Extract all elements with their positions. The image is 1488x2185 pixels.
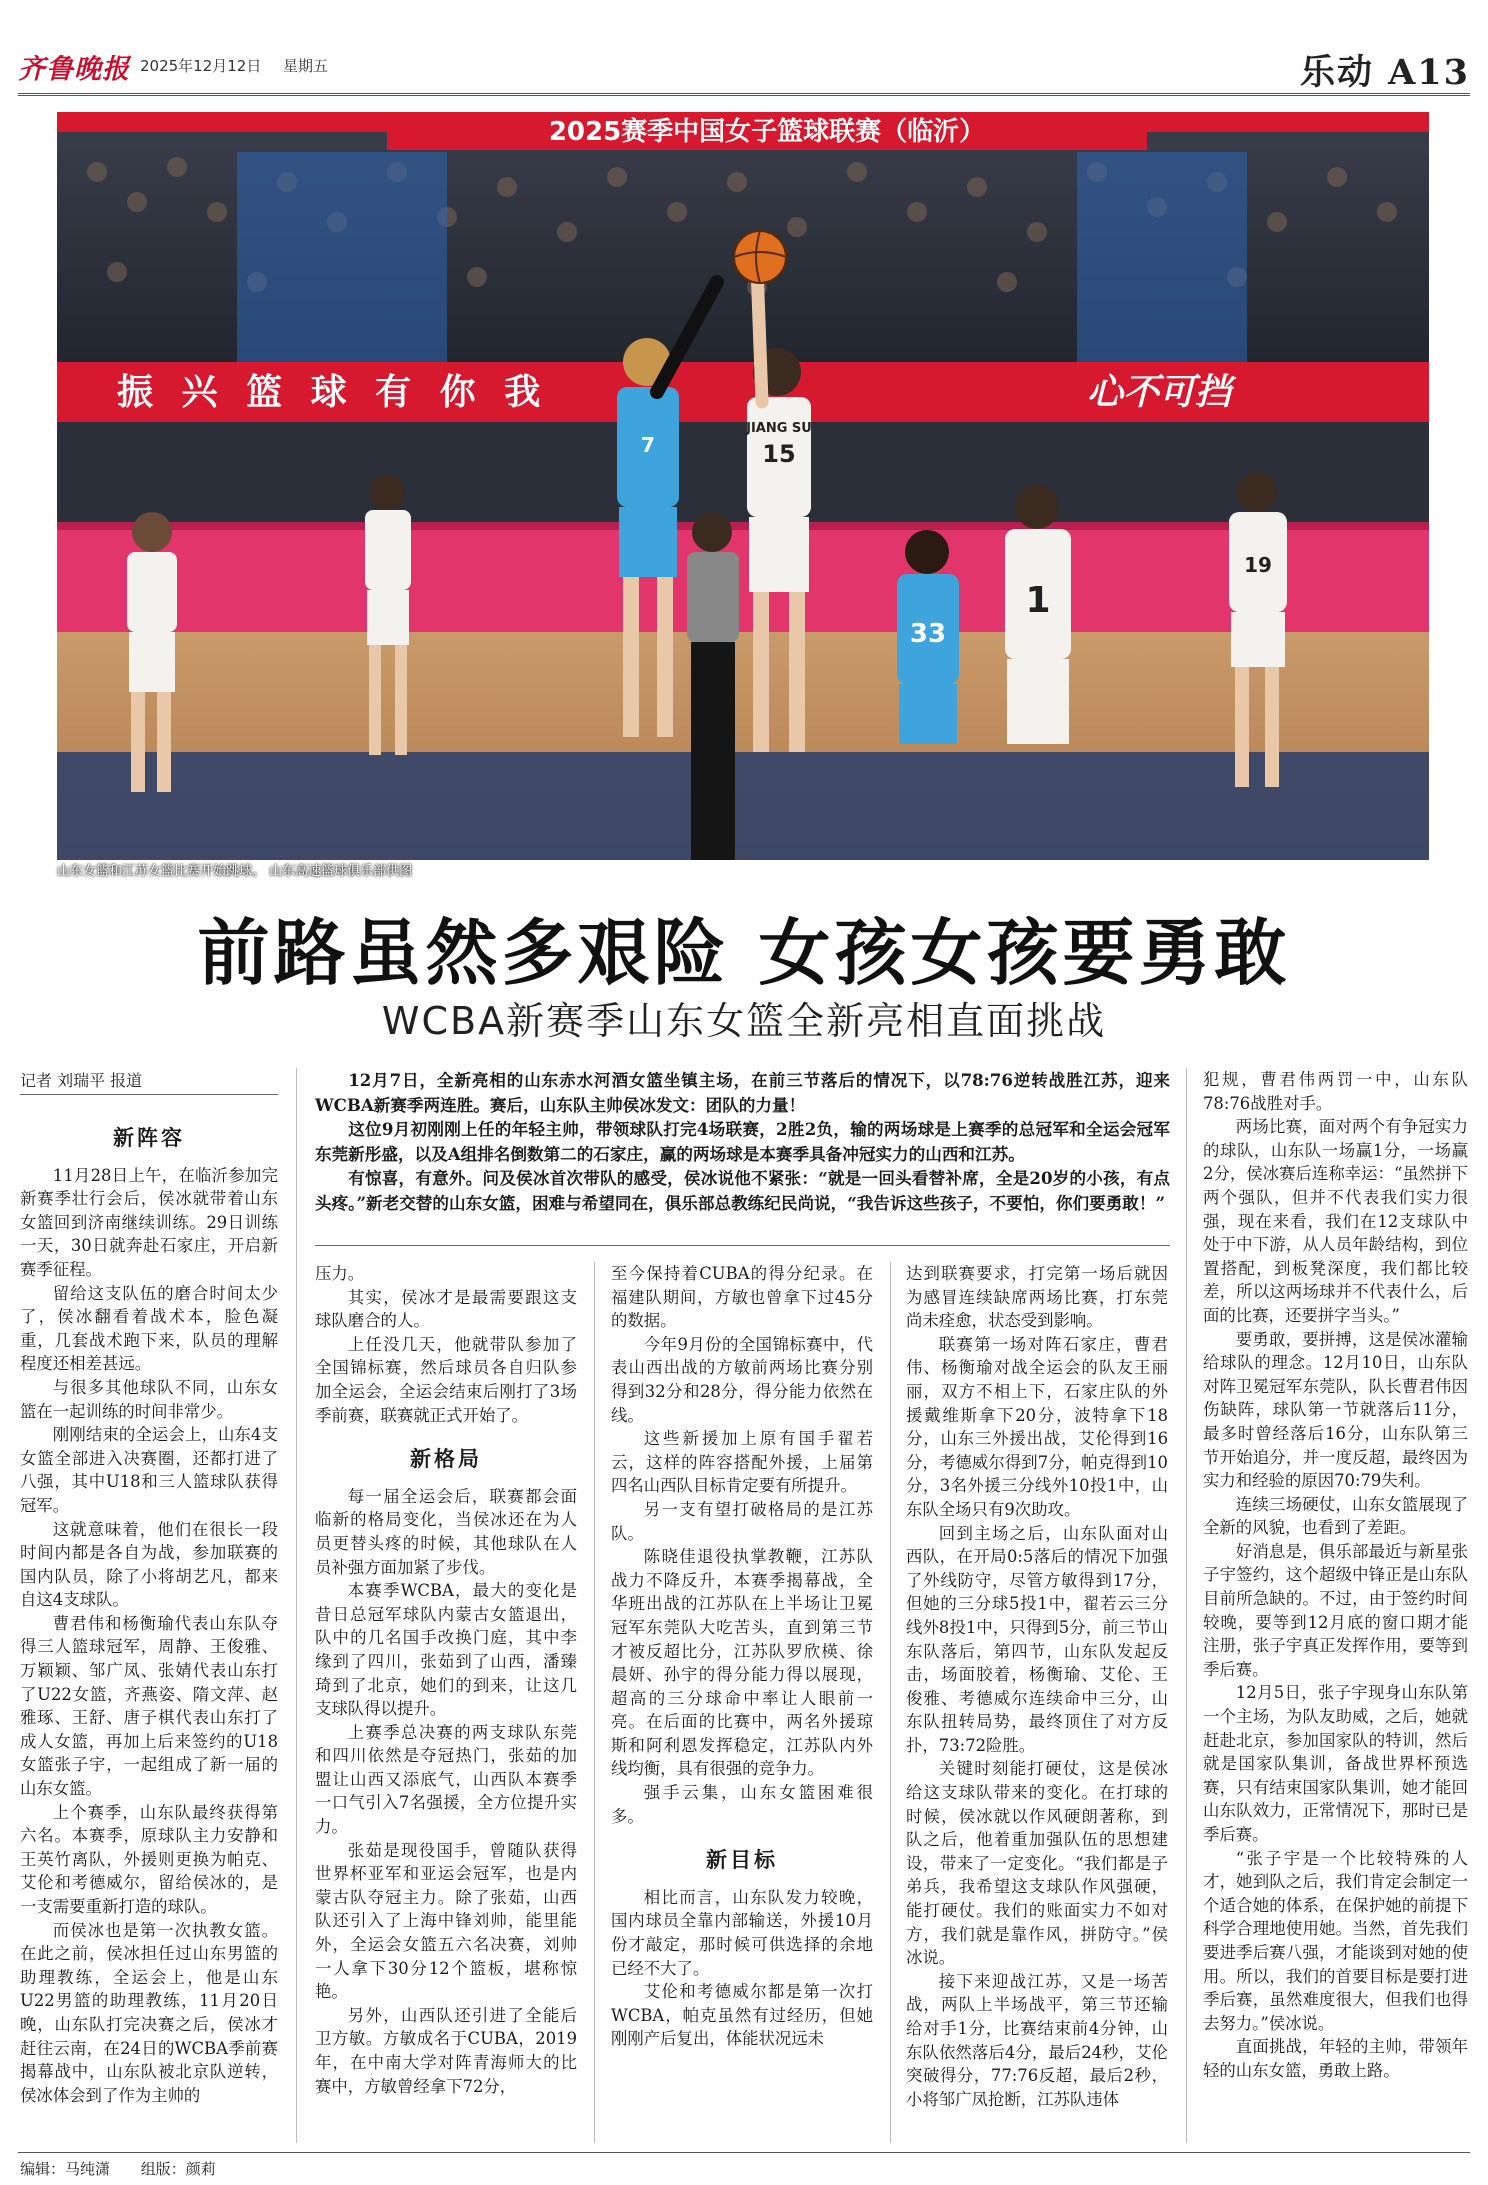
paragraph: 12月5日，张子宇现身山东队第一个主场，为队友助威，之后，她就赶赴北京，参加国家队的特训，然后就是国家队集训，备战世界杯预选赛，只有结束国家队集训，她才能回山东队效力，正常情况下，那时已是季后赛。 (1203, 1683, 1468, 1844)
paragraph: 刚刚结束的全运会上，山东4支女篮全部进入决赛圈，还都打进了八强，其中U18和三人篮球队获得冠军。 (20, 1425, 278, 1515)
paragraph: 要勇敢，要拼搏，这是侯冰灌输给球队的理念。12月10日，山东队对阵卫冕冠军东莞队，队长曹君伟因伤缺阵，球队第一节就落后11分，最多时曾经落后16分，山东队第三节开始追分，并一度反超，最终因为实力和经验的原因70:79失利。 (1203, 1329, 1468, 1491)
paragraph: 每一届全运会后，联赛都会面临新的格局变化，当侯冰还在为人员更替头疼的时候，其他球队在人员补强方面加紧了步伐。 (315, 1486, 577, 1577)
paragraph: 另一支有望打破格局的是江苏队。 (611, 1499, 873, 1543)
paragraph: 联赛第一场对阵石家庄，曹君伟、杨衡瑜对战全运会的队友王丽丽，双方不相上下，石家庄队的外援戴维斯拿下20分，波特拿下18分，山东三外援出战，艾伦得到16分，考德威尔得到7分，帕克得到10分，3名外援三分线外10投1中，山东队全场只有9次助攻。 (906, 1334, 1168, 1519)
jersey-number-15: 15 (762, 440, 796, 468)
paragraph: 本赛季WCBA，最大的变化是昔日总冠军球队内蒙古女篮退出，队中的几名国手改换门庭，其中李缘到了四川，张茹到了山西，潘臻琦到了北京，她们的到来，让这几支球队得以提升。 (315, 1581, 577, 1719)
paragraph: 张茹是现役国手，曾随队获得世界杯亚军和亚运会冠军，也是内蒙古队夺冠主力。除了张茹，山西队还引入了上海中锋刘帅，能里能外，全运会女篮五六名决赛，刘帅一人拿下30分12个篮板，堪称惊艳。 (315, 1840, 577, 2002)
paragraph: 关键时刻能打硬仗，这是侯冰给这支球队带来的变化。在打球的时候，侯冰就以作风硬朗著称，到队之后，他着重加强队伍的思想建设，带来了一定变化。“我们都是子弟兵，我希望这支球队作风强硬，能打硬仗。我们的账面实力不如对方，我们就是靠作风，拼防守。”侯冰说。 (906, 1759, 1168, 1968)
paragraph: 压力。 (315, 1264, 365, 1283)
column-divider (594, 1262, 595, 2143)
footer-divider (18, 2152, 1470, 2153)
column-divider (890, 1262, 891, 2143)
paragraph: 好消息是，俱乐部最近与新星张子宇签约，这个超级中锋正是山东队目前所急缺的。不过，由于签约时间较晚，要等到12月底的窗口期才能注册，张子宇真正发挥作用，要等到季后赛。 (1203, 1541, 1468, 1679)
headline: 前路虽然多艰险 女孩女孩要勇敢 (197, 910, 1291, 995)
paragraph: 达到联赛要求，打完第一场后就因为感冒连续缺席两场比赛，打东莞尚未痊愈，状态受到影响。 (906, 1264, 1168, 1331)
lead-photo (57, 112, 1429, 879)
jersey-number-1: 1 (1025, 580, 1051, 621)
layout-credit: 组版：颜莉 (140, 2160, 216, 2178)
paragraph: 11月28日上午，在临沂参加完新赛季壮行会后，侯冰就带着山东女篮回到济南继续训练。29日训练一天，30日就奔赴石家庄，开启新赛季征程。 (20, 1165, 278, 1279)
paragraph: “张子宇是一个比较特殊的人才，她到队之后，我们肯定会制定一个适合她的体系，在保护她的前提下科学合理地使用她。当然，首先我们要进季后赛八强，才能谈到对她的使用。所以，我们的首要目标是要打进季后赛，虽然难度很大，但我们也得去努力。”侯冰说。 (1203, 1848, 1468, 2033)
paragraph: 其实，侯冰才是最需要跟这支球队磨合的人。 (315, 1287, 577, 1331)
paragraph: 陈晓佳退役执掌教鞭，江苏队战力不降反升，本赛季揭幕战，全华班出战的江苏队在上半场让卫冕冠军东莞队大吃苦头，直到第三节才被反超比分，江苏队罗欣楧、徐晨妍、孙宇的得分能力得以展现，超高的三分球命中率让人眼前一亮。在后面的比赛中，两名外援琼斯和阿利恩发挥稳定，江苏队内外线均衡，具有很强的竞争力。 (611, 1547, 873, 1779)
lead-paragraphs (315, 1068, 1170, 1215)
masthead-divider (18, 93, 1470, 96)
ad-banner-text: 振 兴 篮 球 有 你 我 (117, 372, 549, 413)
column-divider (1186, 1068, 1187, 2143)
photo-caption: 山东女篮和江苏女篮比赛开始跳球。 山东高速篮球俱乐部供图 (57, 864, 413, 879)
jersey-text: JIANG SU (746, 421, 812, 436)
top-banner-text: 2025赛季中国女子篮球联赛（临沂） (548, 117, 986, 147)
issue-date: 2025年12月12日 (140, 57, 262, 75)
column-2 (315, 1262, 577, 2098)
paragraph: 强手云集，山东女篮困难很多。 (611, 1783, 873, 1826)
paragraph: 这就意味着，他们在很长一段时间内都是各自为战，参加联赛的国内队员，除了小将胡艺凡，都来自这4支球队。 (20, 1519, 278, 1610)
jersey-number-7: 7 (641, 433, 655, 457)
column-1 (20, 1106, 278, 2107)
issue-weekday: 星期五 (283, 57, 329, 75)
paragraph: 上个赛季，山东队最终获得第六名。本赛季，原球队主力安静和王英竹离队，外援则更换为帕克、艾伦和考德威尔，留给侯冰的，是一支需要重新打造的球队。 (20, 1802, 278, 1916)
column-3 (611, 1262, 873, 2051)
section-heading-new-landscape: 新格局 (410, 1446, 482, 1472)
led-board (57, 522, 1429, 632)
paragraph: 犯规，曹君伟两罚一中，山东队78:76战胜对手。 (1203, 1070, 1468, 1113)
paragraph: 这些新援加上原有国手翟若云，这样的阵容搭配外援，上届第四名山西队目标肯定要有所提升。 (611, 1429, 873, 1496)
lead-paragraph: 这位9月初刚刚上任的年轻主帅，带领球队打完4场联赛，2胜2负，输的两场球是上赛季的总冠军和全运会冠军东莞新彤盛，以及A组排名倒数第二的石家庄，赢的两场球是本赛季具备冲冠实力的山西和江苏。 (315, 1119, 1170, 1164)
paragraph: 两场比赛，面对两个有争冠实力的球队，山东队一场赢1分，一场赢2分，侯冰赛后连称幸运：“虽然拼下两个强队，但并不代表我们实力很强，现在来看，我们在12支球队中处于中下游，从人员年龄结构，到位置搭配，到板凳深度，我们都比较差，所以这两场球并不代表什么，后面的比赛，还要拼字当头。” (1203, 1117, 1468, 1325)
court-paint (57, 752, 1429, 860)
jersey-number-33: 33 (909, 619, 947, 649)
section-heading-new-lineup: 新阵容 (113, 1125, 185, 1150)
footer (20, 2158, 242, 2179)
column-5 (1203, 1068, 1468, 2083)
basketball (734, 231, 786, 283)
byline-divider (20, 1094, 278, 1095)
paragraph: 相比而言，山东队发力较晚，国内球员全靠内部输送，外援10月份才敲定，那时候可供选择的余地已经不大了。 (611, 1887, 873, 1978)
paragraph: 直面挑战，年轻的主帅，带领年轻的山东女篮，勇敢上路。 (1203, 2037, 1468, 2080)
paragraph: 与很多其他球队不同，山东女篮在一起训练的时间非常少。 (20, 1377, 278, 1421)
lead-divider (315, 1245, 1170, 1246)
byline: 记者 刘瑞平 报道 (20, 1071, 143, 1090)
column-4 (906, 1262, 1168, 2111)
jersey-number-19: 19 (1244, 553, 1272, 577)
newspaper-logo: 齐鲁晚报 (18, 54, 130, 85)
paragraph: 而侯冰也是第一次执教女篮。在此之前，侯冰担任过山东男篮的助理教练，全运会上，他是山东U22男篮的助理教练，11月20日晚，山东队打完决赛之后，侯冰才赶往云南，在24日的WCBA季前赛揭幕战中，山东队被北京队逆转，侯冰体会到了作为主帅的 (20, 1920, 278, 2105)
masthead (18, 45, 1470, 93)
lead-paragraph: 有惊喜，有意外。问及侯冰首次带队的感受，侯冰说他不紧张：“就是一回头看替补席，全是20岁的小孩，有点头疼。”新老交替的山东女篮，困难与希望同在，俱乐部总教练纪民尚说，“我告诉这些孩子，不要怕，你们要勇敢！” (315, 1168, 1170, 1213)
section-heading-new-goals: 新目标 (706, 1847, 778, 1873)
section-label: 乐动 A13 (1299, 52, 1470, 93)
paragraph: 连续三场硬仗，山东女篮展现了全新的风貌，也看到了差距。 (1203, 1494, 1468, 1538)
paragraph: 艾伦和考德威尔都是第一次打WCBA，帕克虽然有过经历，但她刚刚产后复出，体能状况远未 (611, 1982, 873, 2049)
lead-paragraph: 12月7日，全新亮相的山东赤水河酒女篮坐镇主场，在前三节落后的情况下，以78:76逆转战胜江苏，迎来WCBA新赛季两连胜。赛后，山东队主帅侯冰发文：团队的力量！ (315, 1070, 1170, 1115)
paragraph: 今年9月份的全国锦标赛中，代表山西出战的方敏前两场比赛分别得到32分和28分，得分能力依然在线。 (611, 1334, 873, 1425)
paragraph: 接下来迎战江苏，又是一场苦战，两队上半场战平，第三节还输给对手1分，比赛结束前4分钟，山东队依然落后4分，最后24秒，艾伦突破得分，77:76反超，最后2秒，小将邹广凤抢断，江苏队违体 (906, 1971, 1168, 2109)
editor-credit: 编辑：马纯潇 (20, 2160, 111, 2178)
paragraph: 上任没几天，他就带队参加了全国锦标赛，然后球员各自归队参加全运会，全运会结束后刚打了3场季前赛，联赛就正式开始了。 (315, 1334, 577, 1425)
basketball-tipoff-illustration (57, 112, 1429, 860)
paragraph: 至今保持着CUBA的得分纪录。在福建队期间，方敏也曾拿下过45分的数据。 (611, 1264, 873, 1331)
paragraph: 留给这支队伍的磨合时间太少了，侯冰翻看着战术本，脸色凝重，几套战术跑下来，队员的理解程度还相差甚远。 (20, 1283, 278, 1374)
paragraph: 回到主场之后，山东队面对山西队，在开局0:5落后的情况下加强了外线防守，尽管方敏得到17分，但她的三分球5投1中，翟若云三分线外8投1中，只得到5分，前三节山东队落后，第四节，山东队发起反击，场面胶着，杨衡瑜、艾伦、王俊雅、考德威尔连续命中三分，山东队扭转局势，最终顶住了对方反扑，73:72险胜。 (906, 1523, 1168, 1755)
referee (687, 512, 739, 860)
paragraph: 上赛季总决赛的两支球队东莞和四川依然是夺冠热门，张茹的加盟让山西又添底气，山西队本赛季一口气引入7名强援，全方位提升实力。 (315, 1722, 577, 1837)
column-divider (296, 1068, 297, 2143)
subheadline: WCBA新赛季山东女篮全新亮相直面挑战 (381, 999, 1107, 1043)
blue-seats-left (237, 152, 447, 362)
blue-seats-right (1077, 152, 1247, 362)
paragraph: 另外，山西队还引进了全能后卫方敏。方敏成名于CUBA，2019年，在中南大学对阵青海师大的比赛中，方敏曾经拿下72分， (315, 2005, 577, 2096)
paragraph: 曹君伟和杨衡瑜代表山东队夺得三人篮球冠军，周静、王俊雅、万颖颖、邹广凤、张婧代表山东打了U22女篮，齐燕姿、隋文萍、赵雅琢、王舒、唐子棋代表山东打了成人女篮，再加上后来签约的U18女篮张子宇，一起组成了新一届的山东女篮。 (20, 1613, 278, 1799)
ad-banner-slogan: 心不可挡 (1087, 372, 1232, 413)
